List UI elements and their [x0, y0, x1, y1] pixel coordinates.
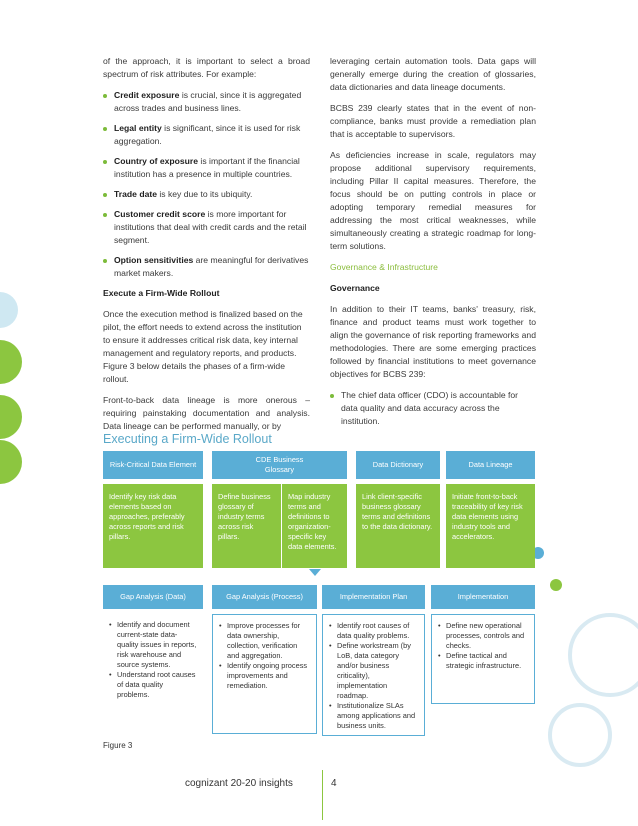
list-item: • Define new operational processes, controls and checks.	[438, 621, 528, 651]
figure-body-data-lineage: Initiate front-to-back traceability of key risk data elements using industry tools and accelerators.	[446, 484, 535, 568]
figure-header-implementation: Implementation	[431, 585, 535, 609]
footer-brand: cognizant 20-20 insights	[185, 778, 293, 789]
flow-arrow-icon	[309, 569, 321, 576]
left-intro: of the approach, it is important to select a broad spectrum of risk attributes. For example:	[103, 56, 310, 79]
list-item: • Identify root causes of data quality problems.	[329, 621, 418, 641]
list-item: Option sensitivities are meaningful for derivatives market makers.	[103, 254, 310, 280]
figure-label: Figure 3	[103, 741, 133, 750]
right-paragraph: leveraging certain automation tools. Data gaps will generally emerge during the creation of glossaries, data dictionaries and data lineage documents.	[330, 56, 536, 92]
list-item: Trade date is key due to its ubiquity.	[103, 188, 310, 201]
list-item: • Institutionalize SLAs among applications and business units.	[329, 701, 418, 731]
figure-body-implementation-plan	[322, 614, 425, 736]
section-heading: Execute a Firm-Wide Rollout	[103, 288, 220, 298]
section-title: Governance & Infrastructure	[330, 262, 438, 272]
list-item: • Define workstream (by LoB, data category and/or business criticality), implementation roadmap.	[329, 641, 418, 701]
figure-header-risk-critical: Risk-Critical Data Element	[103, 451, 203, 479]
figure-header-cde-glossary: CDE Business Glossary	[212, 451, 347, 479]
gap-data-list	[109, 620, 197, 700]
gear-decoration-icon	[520, 535, 638, 775]
risk-attribute-list	[103, 89, 310, 280]
decorative-circle	[0, 395, 22, 439]
figure-header-gap-data: Gap Analysis (Data)	[103, 585, 203, 609]
figure-body-gap-process	[212, 614, 317, 734]
right-paragraph: BCBS 239 clearly states that in the event of non-compliance, banks must provide a remediation plan that is acceptable to supervisors.	[330, 103, 536, 139]
decorative-circle	[0, 292, 18, 328]
list-item: Country of exposure is important if the financial institution has a presence in multiple countries.	[103, 155, 310, 181]
list-item: • Understand root causes of data quality problems.	[109, 670, 197, 700]
footer-divider	[322, 770, 323, 820]
right-paragraph: As deficiencies increase in scale, regulators may propose additional supervisory requirements, including Pillar II capital measures. Therefore, the focus should be on putting controls in place or adopting temporary remedial measures for addressing the most critical weaknesses, while simultaneously creating a strategic roadmap for long-term solutions.	[330, 150, 536, 251]
list-item: The chief data officer (CDO) is accountable for data quality and data accuracy across the institution.	[330, 389, 536, 428]
implementation-list	[438, 621, 528, 671]
figure-header-data-dictionary: Data Dictionary	[356, 451, 440, 479]
figure-body-risk-critical: Identify key risk data elements based on approaches, preferably across reports and risk pillars.	[103, 484, 203, 568]
figure-body-implementation	[431, 614, 535, 704]
implementation-plan-list	[329, 621, 418, 731]
figure-title: Executing a Firm-Wide Rollout	[103, 432, 272, 446]
figure-body-gap-data	[103, 614, 203, 734]
list-item: Credit exposure is crucial, since it is aggregated across trades and business lines.	[103, 89, 310, 115]
figure-header-implementation-plan: Implementation Plan	[322, 585, 425, 609]
decorative-circle	[0, 440, 22, 484]
figure-body-glossary-define: Define business glossary of industry terms across risk pillars.	[212, 484, 281, 568]
list-item: • Improve processes for data ownership, collection, verification and aggregation.	[219, 621, 310, 661]
list-item: • Identify and document current-state data-quality issues in reports, risk warehouse and source systems.	[109, 620, 197, 670]
governance-list	[330, 389, 536, 428]
right-column	[330, 55, 536, 435]
list-item: • Identify ongoing process improvements and remediation.	[219, 661, 310, 691]
figure-header-data-lineage: Data Lineage	[446, 451, 535, 479]
subheading: Governance	[330, 283, 380, 293]
figure-body-data-dictionary: Link client-specific business glossary terms and definitions to the data dictionary.	[356, 484, 440, 568]
left-column	[103, 55, 310, 441]
left-paragraph: Front-to-back data lineage is more onerous – requiring painstaking documentation and analysis. Data lineage can be performed manually, or by	[103, 395, 310, 431]
figure-header-gap-process: Gap Analysis (Process)	[212, 585, 317, 609]
list-item: Legal entity is significant, since it is used for risk aggregation.	[103, 122, 310, 148]
decorative-circle	[0, 340, 22, 384]
list-item: • Define tactical and strategic infrastructure.	[438, 651, 528, 671]
list-item: Customer credit score is more important for institutions that deal with credit cards and the retail segment.	[103, 208, 310, 247]
right-paragraph: In addition to their IT teams, banks' treasury, risk, finance and product teams must work together to align the governance of risk reporting frameworks and methodologies. There are some emerging practices followed by financial institutions to meet governance objectives for BCBS 239:	[330, 304, 536, 379]
figure-body-glossary-map: Map industry terms and definitions to organization-specific key data elements.	[281, 484, 347, 568]
left-paragraph: Once the execution method is finalized based on the pilot, the effort needs to extend across the institution to ensure it addresses critical risk data, key internal management and regulatory reports, and products. Figure 3 below details the phases of a firm-wide rollout.	[103, 309, 303, 384]
page-number: 4	[331, 778, 337, 789]
gap-process-list	[219, 621, 310, 691]
